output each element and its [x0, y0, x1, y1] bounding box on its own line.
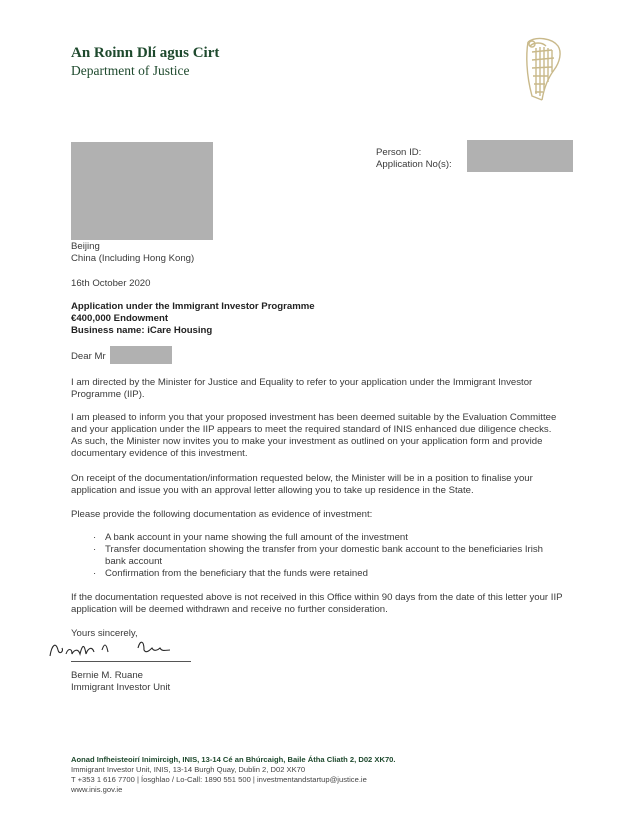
evidence-list [71, 532, 576, 580]
footer-website: www.inis.gov.ie [71, 785, 123, 794]
paragraph-5-line-2: application will be deemed withdrawn and receive no further consideration. [71, 604, 388, 615]
redacted-address [71, 142, 213, 240]
salutation: Dear Mr [71, 351, 106, 362]
paragraph-2-line-3: As such, the Minister now invites you to make your investment as outlined on your application form and provide [71, 436, 543, 447]
recipient-city: Beijing [71, 241, 100, 252]
list-item: · A bank account in your name showing the full amount of the investment [93, 532, 408, 543]
paragraph-4: Please provide the following documentation as evidence of investment: [71, 509, 373, 520]
paragraph-2-line-4: documentary evidence of this investment. [71, 448, 248, 459]
subject-line-2: €400,000 Endowment [71, 313, 169, 324]
valediction: Yours sincerely, [71, 628, 138, 639]
paragraph-5-line-1: If the documentation requested above is not received in this Office within 90 days from the date of this letter your IIP [71, 592, 563, 603]
signature-line [71, 661, 191, 662]
paragraph-2-line-1: I am pleased to inform you that your proposed investment has been deemed suitable by the Evaluation Committee [71, 412, 557, 423]
department-english-name: Department of Justice [71, 63, 190, 78]
signatory-name: Bernie M. Ruane [71, 670, 143, 681]
redacted-reference [467, 140, 573, 172]
footer-english-address: Immigrant Investor Unit, INIS, 13-14 Burgh Quay, Dublin 2, D02 XK70 [71, 765, 306, 774]
paragraph-3-line-2: application and issue you with an approval letter allowing you to take up residence in the State. [71, 485, 474, 496]
signature [46, 636, 196, 664]
recipient-country: China (Including Hong Kong) [71, 253, 195, 264]
list-item-continuation: bank account [105, 556, 163, 567]
list-item: · Transfer documentation showing the transfer from your domestic bank account to the beneficiaries Irish [93, 544, 543, 555]
paragraph-2-line-2: and your application under the IIP appears to meet the required standard of INIS enhanced due diligence checks. [71, 424, 552, 435]
subject-line-1: Application under the Immigrant Investor Programme [71, 301, 315, 312]
signatory-unit: Immigrant Investor Unit [71, 682, 171, 693]
person-id-label: Person ID: [376, 147, 422, 158]
paragraph-1-line-1: I am directed by the Minister for Justice and Equality to refer to your application under the Immigrant Investor [71, 377, 533, 388]
paragraph-3-line-1: On receipt of the documentation/information requested below, the Minister will be in a position to finalise your [71, 473, 533, 484]
list-item: · Confirmation from the beneficiary that the funds were retained [93, 568, 368, 579]
department-irish-name: An Roinn Dlí agus Cirt [71, 45, 220, 61]
footer-irish-address: Aonad Infheisteoirí Inimircigh, INIS, 13-14 Cé an Bhúrcaigh, Baile Átha Cliath 2, D02 XK70. [71, 755, 396, 764]
harp-icon [518, 34, 566, 104]
paragraph-1-line-2: Programme (IIP). [71, 389, 145, 400]
letter-date: 16th October 2020 [71, 278, 151, 289]
application-no-label: Application No(s): [376, 159, 452, 170]
subject-line-3: Business name: iCare Housing [71, 325, 213, 336]
footer-contact: T +353 1 616 7700 | Íosghlao / Lo-Call: 1890 551 500 | investmentandstartup@justice.ie [71, 775, 367, 784]
redacted-name [110, 346, 172, 364]
